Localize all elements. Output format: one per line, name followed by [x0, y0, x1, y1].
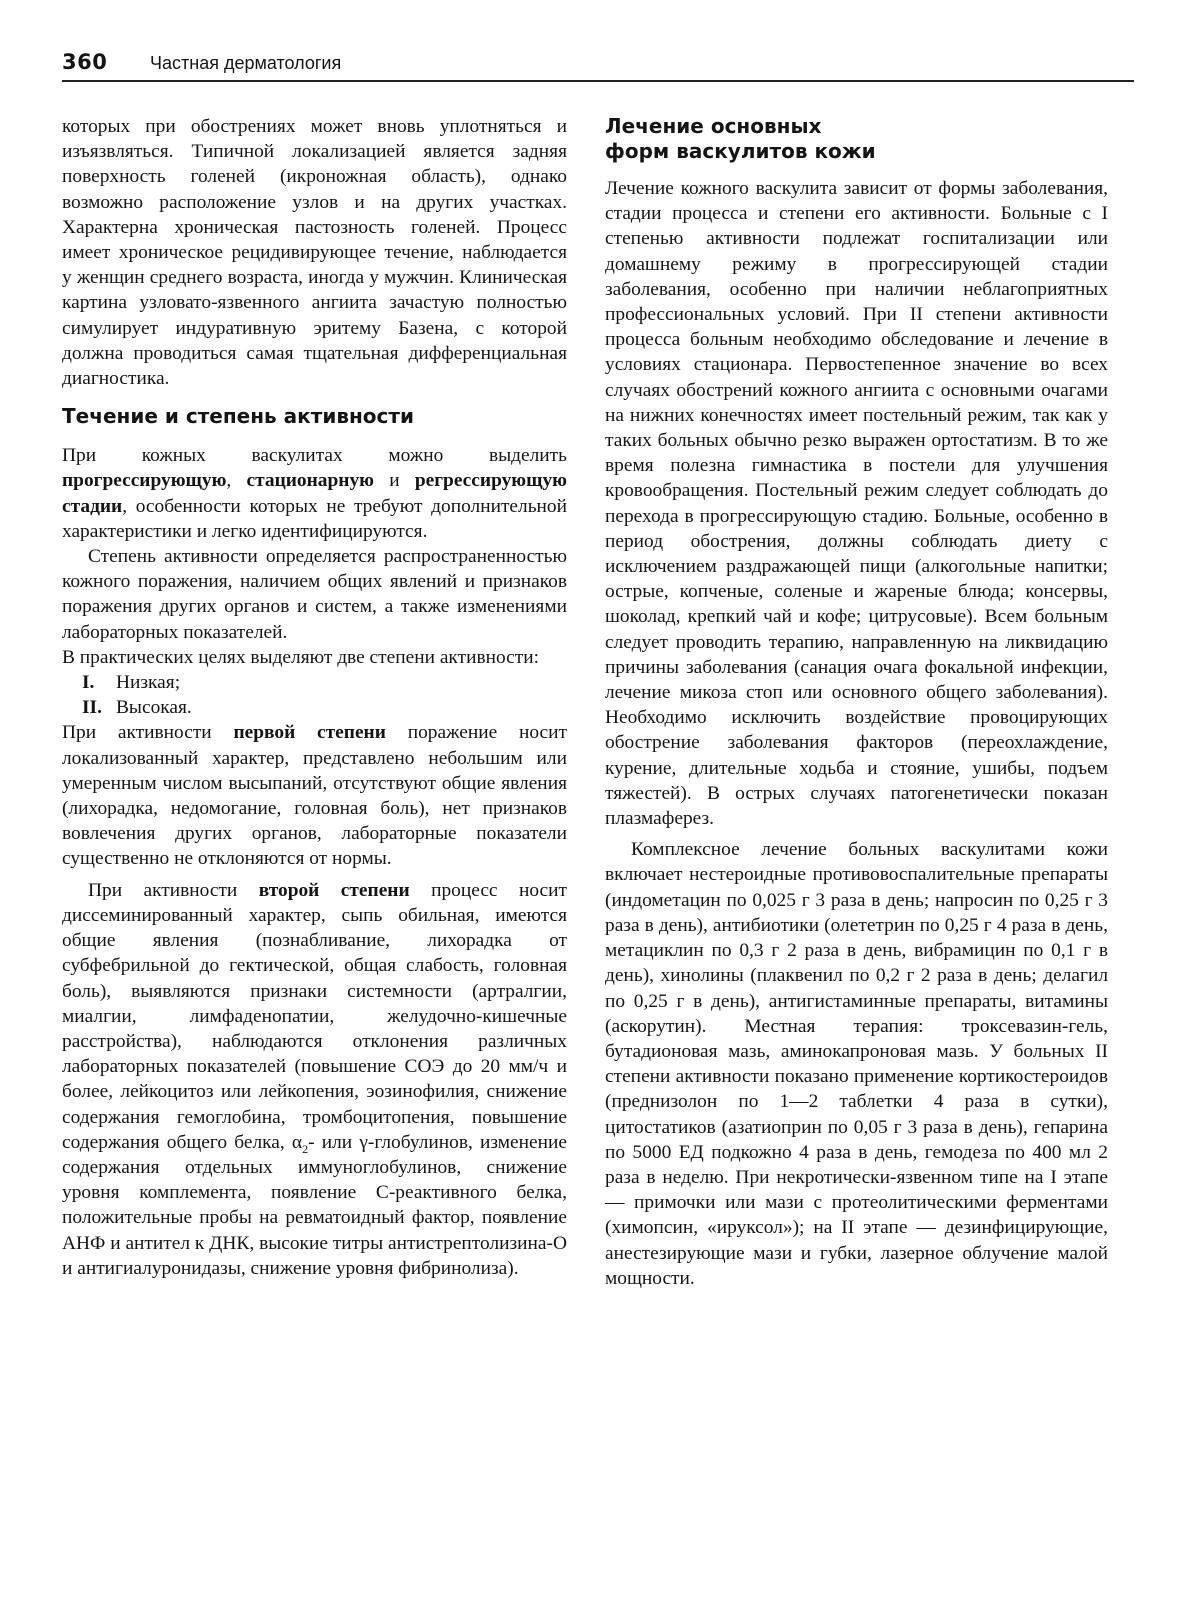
- page-number: 360: [62, 50, 108, 74]
- list-text: Низкая;: [116, 672, 181, 694]
- list-item: [62, 695, 567, 720]
- paragraph-second-degree: При активности второй степени процесс носит диссеминированный характер, сыпь обильная, имеются общие явления (познабливание, лихорадка от субфебрильной до гектической, общая слабость, головная боль), выявляются признаки системности (артралгии, миалгии, лимфаденопатии, желудочно-кишечные расстройства), наблюдаются отклонения различных лабораторных показателей (повышение СОЭ до 20 мм/ч и более, лейкоцитоз или лейкопения, эозинофилия, снижение содержания гемоглобина, тромбоцитопения, повышение содержания общего белка, $\alpha_2-$ или γ-глобулинов, изменение содержания отдельных иммуноглобулинов, снижение уровня комплемента, появление С-реактивного белка, положительные пробы на ревматоидный фактор, появление АНФ и антител к ДНК, высокие титры антистрептолизина-О и антигиалуронидазы, снижение уровня фибринолиза).: [62, 879, 567, 1279]
- paragraph-first-degree: При активности первой степени поражение носит локализованный характер, представлено небольшим или умеренным числом высыпаний, отсутствуют общие явления (лихорадка, недомогание, головная боль), нет признаков вовлечения других органов, лабораторные показатели существенно не отклоняются от нормы.: [62, 722, 567, 870]
- paragraph-activity-degree: Степень активности определяется распространенностью кожного поражения, наличием общих явлений и признаков поражения других органов и систем, а также изменениями лабораторных показателей.: [62, 546, 567, 643]
- term-second-degree: второй степени: [258, 879, 410, 901]
- paragraph-stages: При кожных васкулитах можно выделить прогрессирующую, стационарную и регрессирующую стадии, особенности которых не требуют дополнительной характеристики и легко идентифицируются.: [62, 445, 567, 542]
- term-regressive: регрессирующую стадии: [62, 470, 567, 517]
- paragraph-complex-treatment: Комплексное лечение больных васкулитами кожи включает нестероидные противовоспалительные препараты (индометацин по 0,025 г 3 раза в день; напросин по 0,25 г 3 раза в день), антибиотики (олететрин по 0,25 г 4 раза в день, метациклин по 0,3 г 2 раза в день, вибрамицин по 0,1 г в день), хинолины (плаквенил по 0,2 г 2 раза в день; делагил по 0,25 г в день), антигистаминные препараты, витамины (аскорутин). Местная терапия: троксевазин-гель, бутадионовая мазь, аминокапроновая мазь. У больных II степени активности показано применение кортикостероидов (преднизолон по 1—2 таблетки 4 раза в сутки), цитостатиков (азатиоприн по 0,05 г 3 раза в день), гепарина по 5000 ЕД подкожно 4 раза в день, гемодеза по 400 мл 2 раза в неделю. При некротически-язвенном типе на I этапе — примочки или мази с протеолитическими ферментами (химопсин, «ируксол»); на II этапе — дезинфицирующие, анестезирующие мази и губки, лазерное облучение малой мощности.: [605, 839, 1108, 1289]
- paragraph-two-degrees: В практических целях выделяют две степени активности:: [62, 646, 540, 668]
- term-stationary: стационарную: [246, 470, 374, 492]
- list-item: [62, 670, 567, 695]
- list-number: II.: [82, 697, 102, 719]
- paragraph-treatment-intro: Лечение кожного васкулита зависит от формы заболевания, стадии процесса и степени его активности. Больные с I степенью активности подлежат госпитализации или домашнему режиму в прогрессирующей стадии заболевания, особенно при наличии неблагоприятных профессиональных условий. При II степени активности процесса больным необходимо обследование и лечение в условиях стационара. Первостепенное значение во всех случаях обострений кожного ангиита с основными очагами на нижних конечностях имеет постельный режим, так как у таких больных обычно резко выражен ортостатизм. В то же время полезна гимнастика в постели для улучшения кровообращения. Постельный режим следует соблюдать до перехода в прогрессирующую стадию. Больные, особенно в период обострения, должны соблюдать диету с исключением раздражающей пищи (алкогольные напитки; острые, копченые, соленые и жареные блюда; консервы, шоколад, крепкий чай и кофе; цитрусовые). Всем больным следует проводить терапию, направленную на ликвидацию причины заболевания (санация очага фокальной инфекции, лечение микоза стоп или основного общего заболевания). Необходимо исключить воздействие провоцирующих обострение заболевания факторов (переохлаждение, курение, длительные ходьба и стояние, ушибы, подъем тяжестей). В острых случаях патогенетически показан плазмаферез.: [605, 178, 1108, 830]
- term-first-degree: первой степени: [233, 722, 386, 744]
- section-heading-course: Течение и степень активности: [62, 404, 415, 429]
- section-heading-treatment: Лечение основных форм васкулитов кожи: [605, 114, 876, 163]
- running-title: Частная дерматология: [150, 53, 342, 73]
- page-header: [62, 46, 1134, 82]
- right-column: [605, 114, 1108, 1291]
- paragraph-continued: которых при обострениях может вновь уплотняться и изъязвляться. Типичной локализацией является задняя поверхность голеней (икроножная область), однако возможно расположение узлов и на других участках. Характерна хроническая пастозность голеней. Процесс имеет хроническое рецидивирующее течение, наблюдается у женщин среднего возраста, иногда у мужчин. Клиническая картина узловато-язвенного ангиита зачастую полностью симулирует индуративную эритему Базена, с которой должна проводиться самая тщательная дифференциальная диагностика.: [62, 116, 567, 390]
- left-column: [62, 114, 567, 1281]
- list-text: Высокая.: [116, 697, 192, 719]
- term-progressive: прогрессирующую: [62, 470, 227, 492]
- list-number: I.: [82, 672, 95, 694]
